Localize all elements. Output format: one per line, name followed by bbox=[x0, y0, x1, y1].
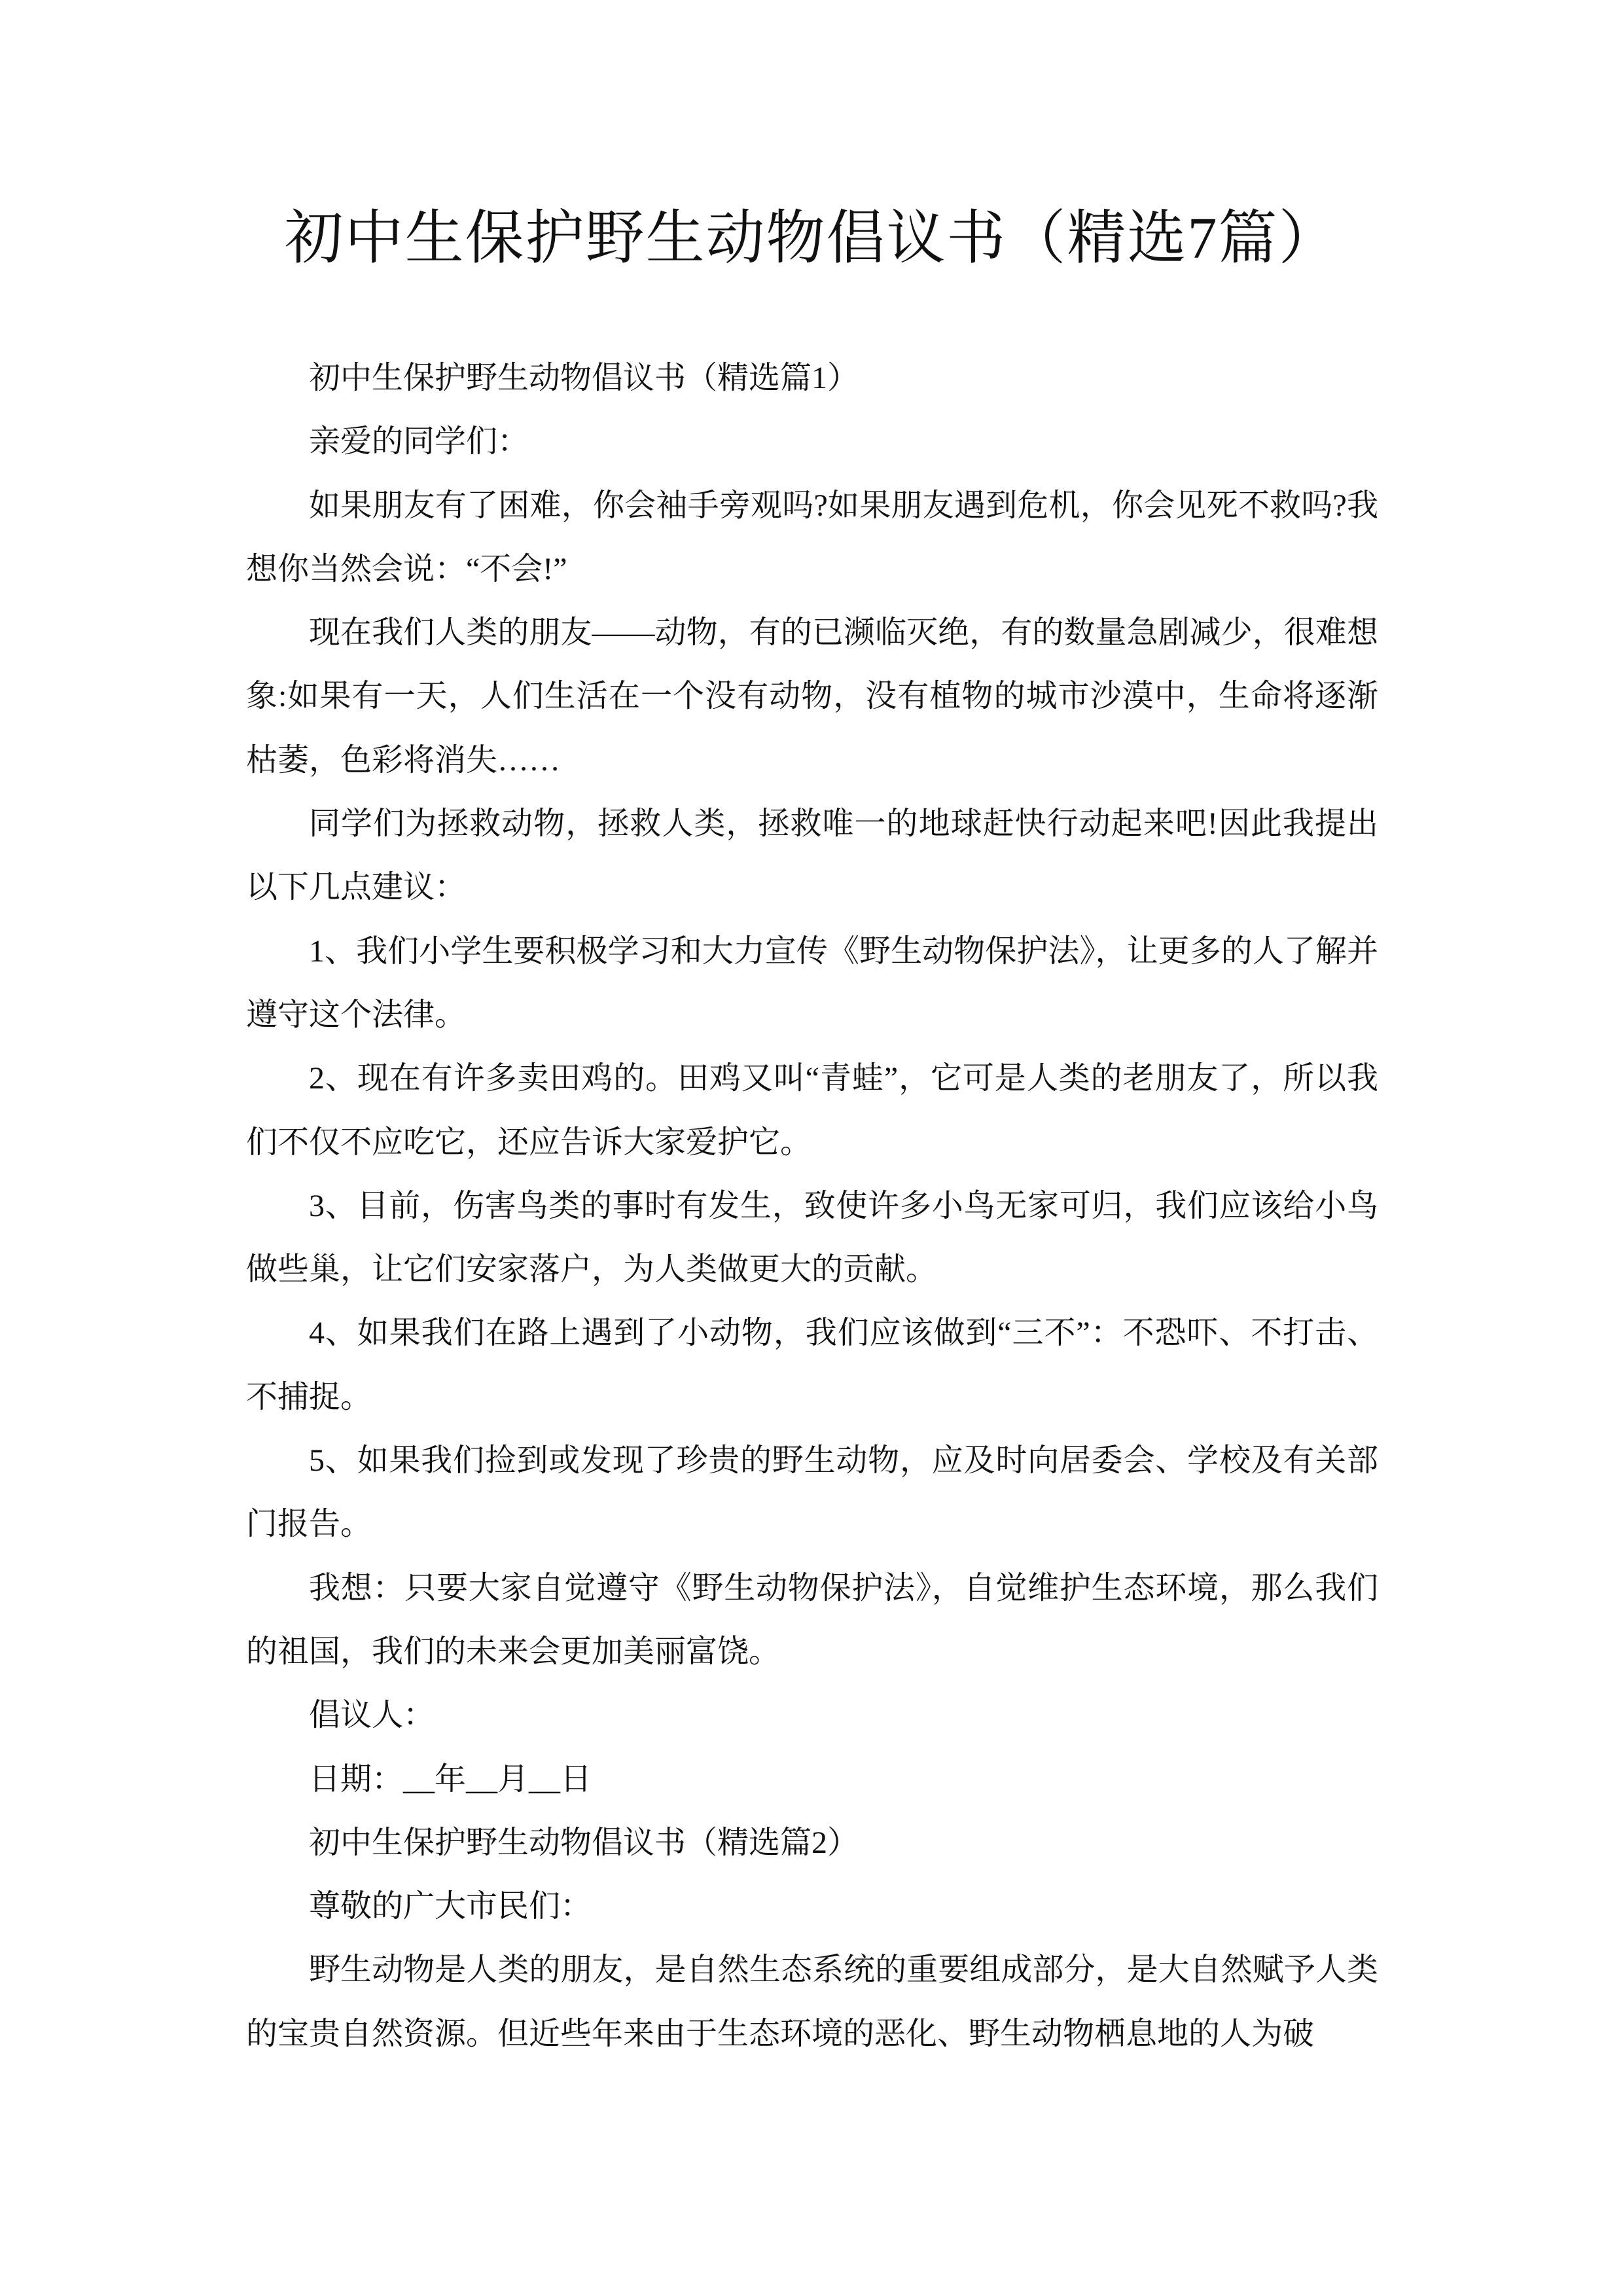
document-body bbox=[246, 346, 1378, 2066]
suggestion-item: 1、我们小学生要积极学习和大力宣传《野生动物保护法》，让更多的人了解并遵守这个法律。 bbox=[246, 933, 1378, 1032]
document-title: 初中生保护野生动物倡议书（精选7篇） bbox=[284, 206, 1339, 271]
paragraph: 我想：只要大家自觉遵守《野生动物保护法》，自觉维护生态环境，那么我们的祖国，我们的未来会更加美丽富饶。 bbox=[246, 1570, 1378, 1669]
salutation: 亲爱的同学们： bbox=[309, 424, 529, 459]
salutation: 尊敬的广大市民们： bbox=[309, 1889, 592, 1924]
section-heading: 初中生保护野生动物倡议书（精选篇1） bbox=[309, 361, 859, 395]
suggestion-item: 5、如果我们捡到或发现了珍贵的野生动物，应及时向居委会、学校及有关部门报告。 bbox=[246, 1443, 1378, 1542]
signature-line: 倡议人： bbox=[309, 1698, 435, 1733]
paragraph: 如果朋友有了困难，你会袖手旁观吗?如果朋友遇到危机，你会见死不救吗?我想你当然会说：“不会!” bbox=[246, 488, 1378, 586]
date-line: 日期：__年__月__日 bbox=[309, 1761, 592, 1797]
suggestion-item: 2、现在有许多卖田鸡的。田鸡又叫“青蛙”，它可是人类的老朋友了，所以我们不仅不应吃它，还应告诉大家爱护它。 bbox=[246, 1061, 1378, 1160]
section-heading: 初中生保护野生动物倡议书（精选篇2） bbox=[309, 1825, 859, 1860]
paragraph: 现在我们人类的朋友——动物，有的已濒临灭绝，有的数量急剧减少，很难想象:如果有一天，人们生活在一个没有动物，没有植物的城市沙漠中，生命将逐渐枯萎，色彩将消失…… bbox=[246, 615, 1378, 778]
paragraph: 同学们为拯救动物，拯救人类，拯救唯一的地球赶快行动起来吧!因此我提出以下几点建议： bbox=[246, 806, 1378, 905]
suggestion-item: 3、目前，伤害鸟类的事时有发生，致使许多小鸟无家可归，我们应该给小鸟做些巢，让它们安家落户，为人类做更大的贡献。 bbox=[246, 1188, 1378, 1287]
suggestion-item: 4、如果我们在路上遇到了小动物，我们应该做到“三不”：不恐吓、不打击、不捕捉。 bbox=[246, 1316, 1378, 1414]
paragraph: 野生动物是人类的朋友，是自然生态系统的重要组成部分，是大自然赋予人类的宝贵自然资源。但近些年来由于生态环境的恶化、野生动物栖息地的人为破 bbox=[246, 1952, 1378, 2051]
